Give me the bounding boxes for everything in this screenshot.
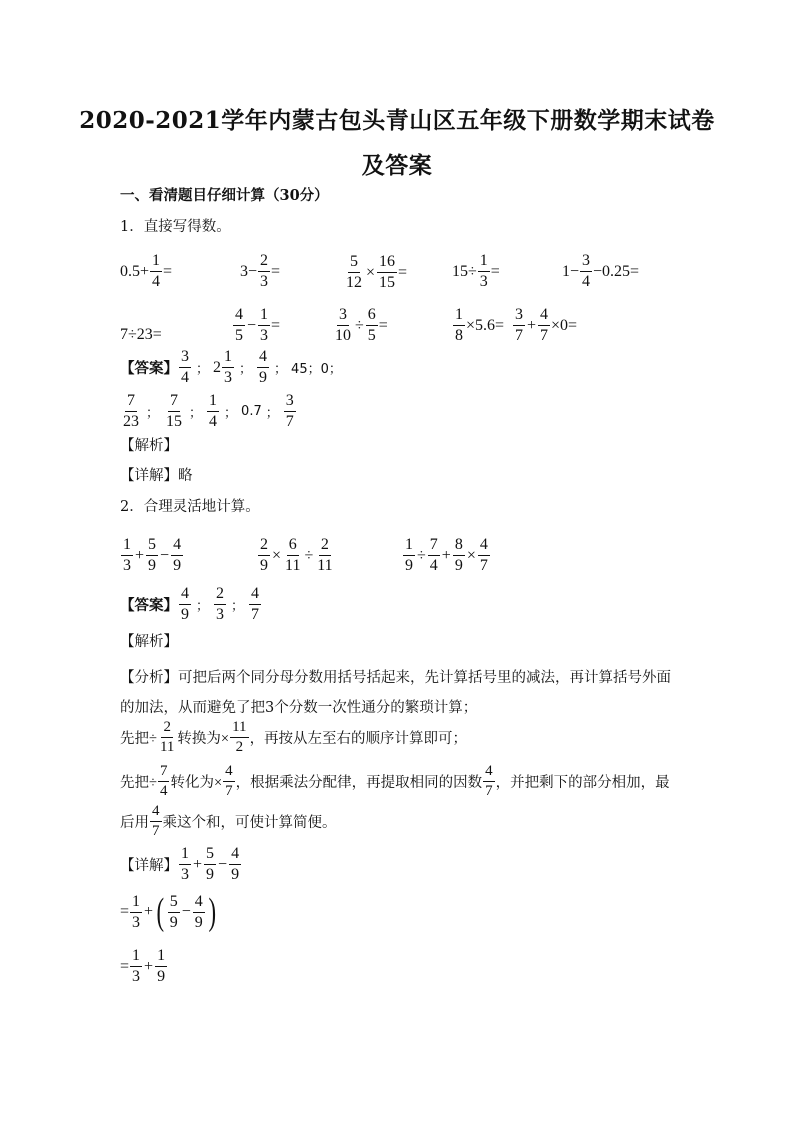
q1-expr-6: 7÷23=: [120, 326, 162, 343]
q2-expr-1: $\frac{1}{3}$ + $\frac{5}{9}$ − $\frac{4}{9}$: [123, 536, 182, 574]
q1-answer-line2: $\frac{7}{23}$ ； $\frac{7}{15}$ ； $\frac{1}{4}$ ； 0.7 ； $\frac{3}{7}$: [123, 392, 294, 430]
q2-analysis-paragraph-4: 后用 $\frac{4}{7}$ 乘这个和，可使计算简便。: [120, 803, 337, 839]
q2-detail-step-1: 【详解】 $\frac{1}{3}$ + $\frac{5}{9}$ − $\frac{4}{9}$: [120, 845, 240, 883]
q2-detail-step-3: = $\frac{1}{3}$ + $\frac{1}{9}$: [120, 947, 166, 985]
q1-answer-line1: 【答案】 $\frac{3}{4}$ ； 2 $\frac{1}{3}$ ； $\frac{4}{9}$ ； 45；0；: [120, 348, 342, 386]
q2-analysis-paragraph-1: 【分析】可把后两个同分母分数用括号括起来，先计算括号里的减法，再计算括号外面的加法，从而避免了把3个分数一次性通分的繁琐计算；: [120, 670, 671, 716]
q2-analysis-paragraph-2: 先把÷ $\frac{2}{11}$ 转换为× $\frac{11}{2}$ ，再按从左至右的顺序计算即可；: [120, 719, 468, 755]
q2-analysis-paragraph-3: 先把÷ $\frac{7}{4}$ 转化为× $\frac{4}{7}$ ，根据乘法分配律，再提取相同的因数 $\frac{4}{7}$ ，并把剩下的部分相加，最: [120, 763, 670, 799]
section-heading: 一、看清题目仔细计算（30分）: [120, 187, 329, 204]
question-2-label: 2．合理灵活地计算。: [120, 499, 260, 515]
q2-expr-3: $\frac{1}{9}$ ÷ $\frac{7}{4}$ + $\frac{8}{9}$ × $\frac{4}{7}$: [405, 536, 488, 574]
question-1-label: 1．直接写得数。: [120, 219, 231, 235]
q1-expr-7: $\frac{4}{5}$ − $\frac{1}{3}$ =: [235, 306, 281, 344]
q2-answer: 【答案】 $\frac{4}{9}$ ； $\frac{2}{3}$ ； $\frac{4}{7}$: [120, 585, 260, 623]
q1-expr-5: 1− $\frac{3}{4}$ −0.25=: [562, 252, 640, 290]
q1-expr-1: 0.5+ $\frac{1}{4}$ =: [120, 252, 173, 290]
doc-title-line2: 及答案: [361, 152, 433, 179]
q1-expr-4: 15÷ $\frac{1}{3}$ =: [452, 252, 500, 290]
q1-analysis-label: 【解析】: [120, 438, 178, 454]
q1-expr-2: 3− $\frac{2}{3}$ =: [240, 252, 281, 290]
q1-detail: 【详解】略: [120, 468, 193, 484]
q2-analysis-label: 【解析】: [120, 634, 178, 650]
q2-detail-step-2: = $\frac{1}{3}$ + ( $\frac{5}{9}$ − $\frac{4}{9}$ ): [120, 891, 216, 933]
doc-title-line1: 2020-2021学年内蒙古包头青山区五年级下册数学期末试卷: [79, 107, 715, 134]
q1-expr-10: $\frac{3}{7}$ + $\frac{4}{7}$ ×0=: [515, 306, 578, 344]
q2-expr-2: $\frac{2}{9}$ × $\frac{6}{11}$ ÷ $\frac{2}{11}$: [260, 536, 333, 574]
q1-expr-9: $\frac{1}{8}$ ×5.6=: [455, 306, 505, 344]
q1-expr-3: $\frac{5}{12}$ × $\frac{16}{15}$ =: [346, 253, 408, 291]
q1-expr-8: $\frac{3}{10}$ ÷ $\frac{6}{5}$ =: [335, 306, 388, 344]
